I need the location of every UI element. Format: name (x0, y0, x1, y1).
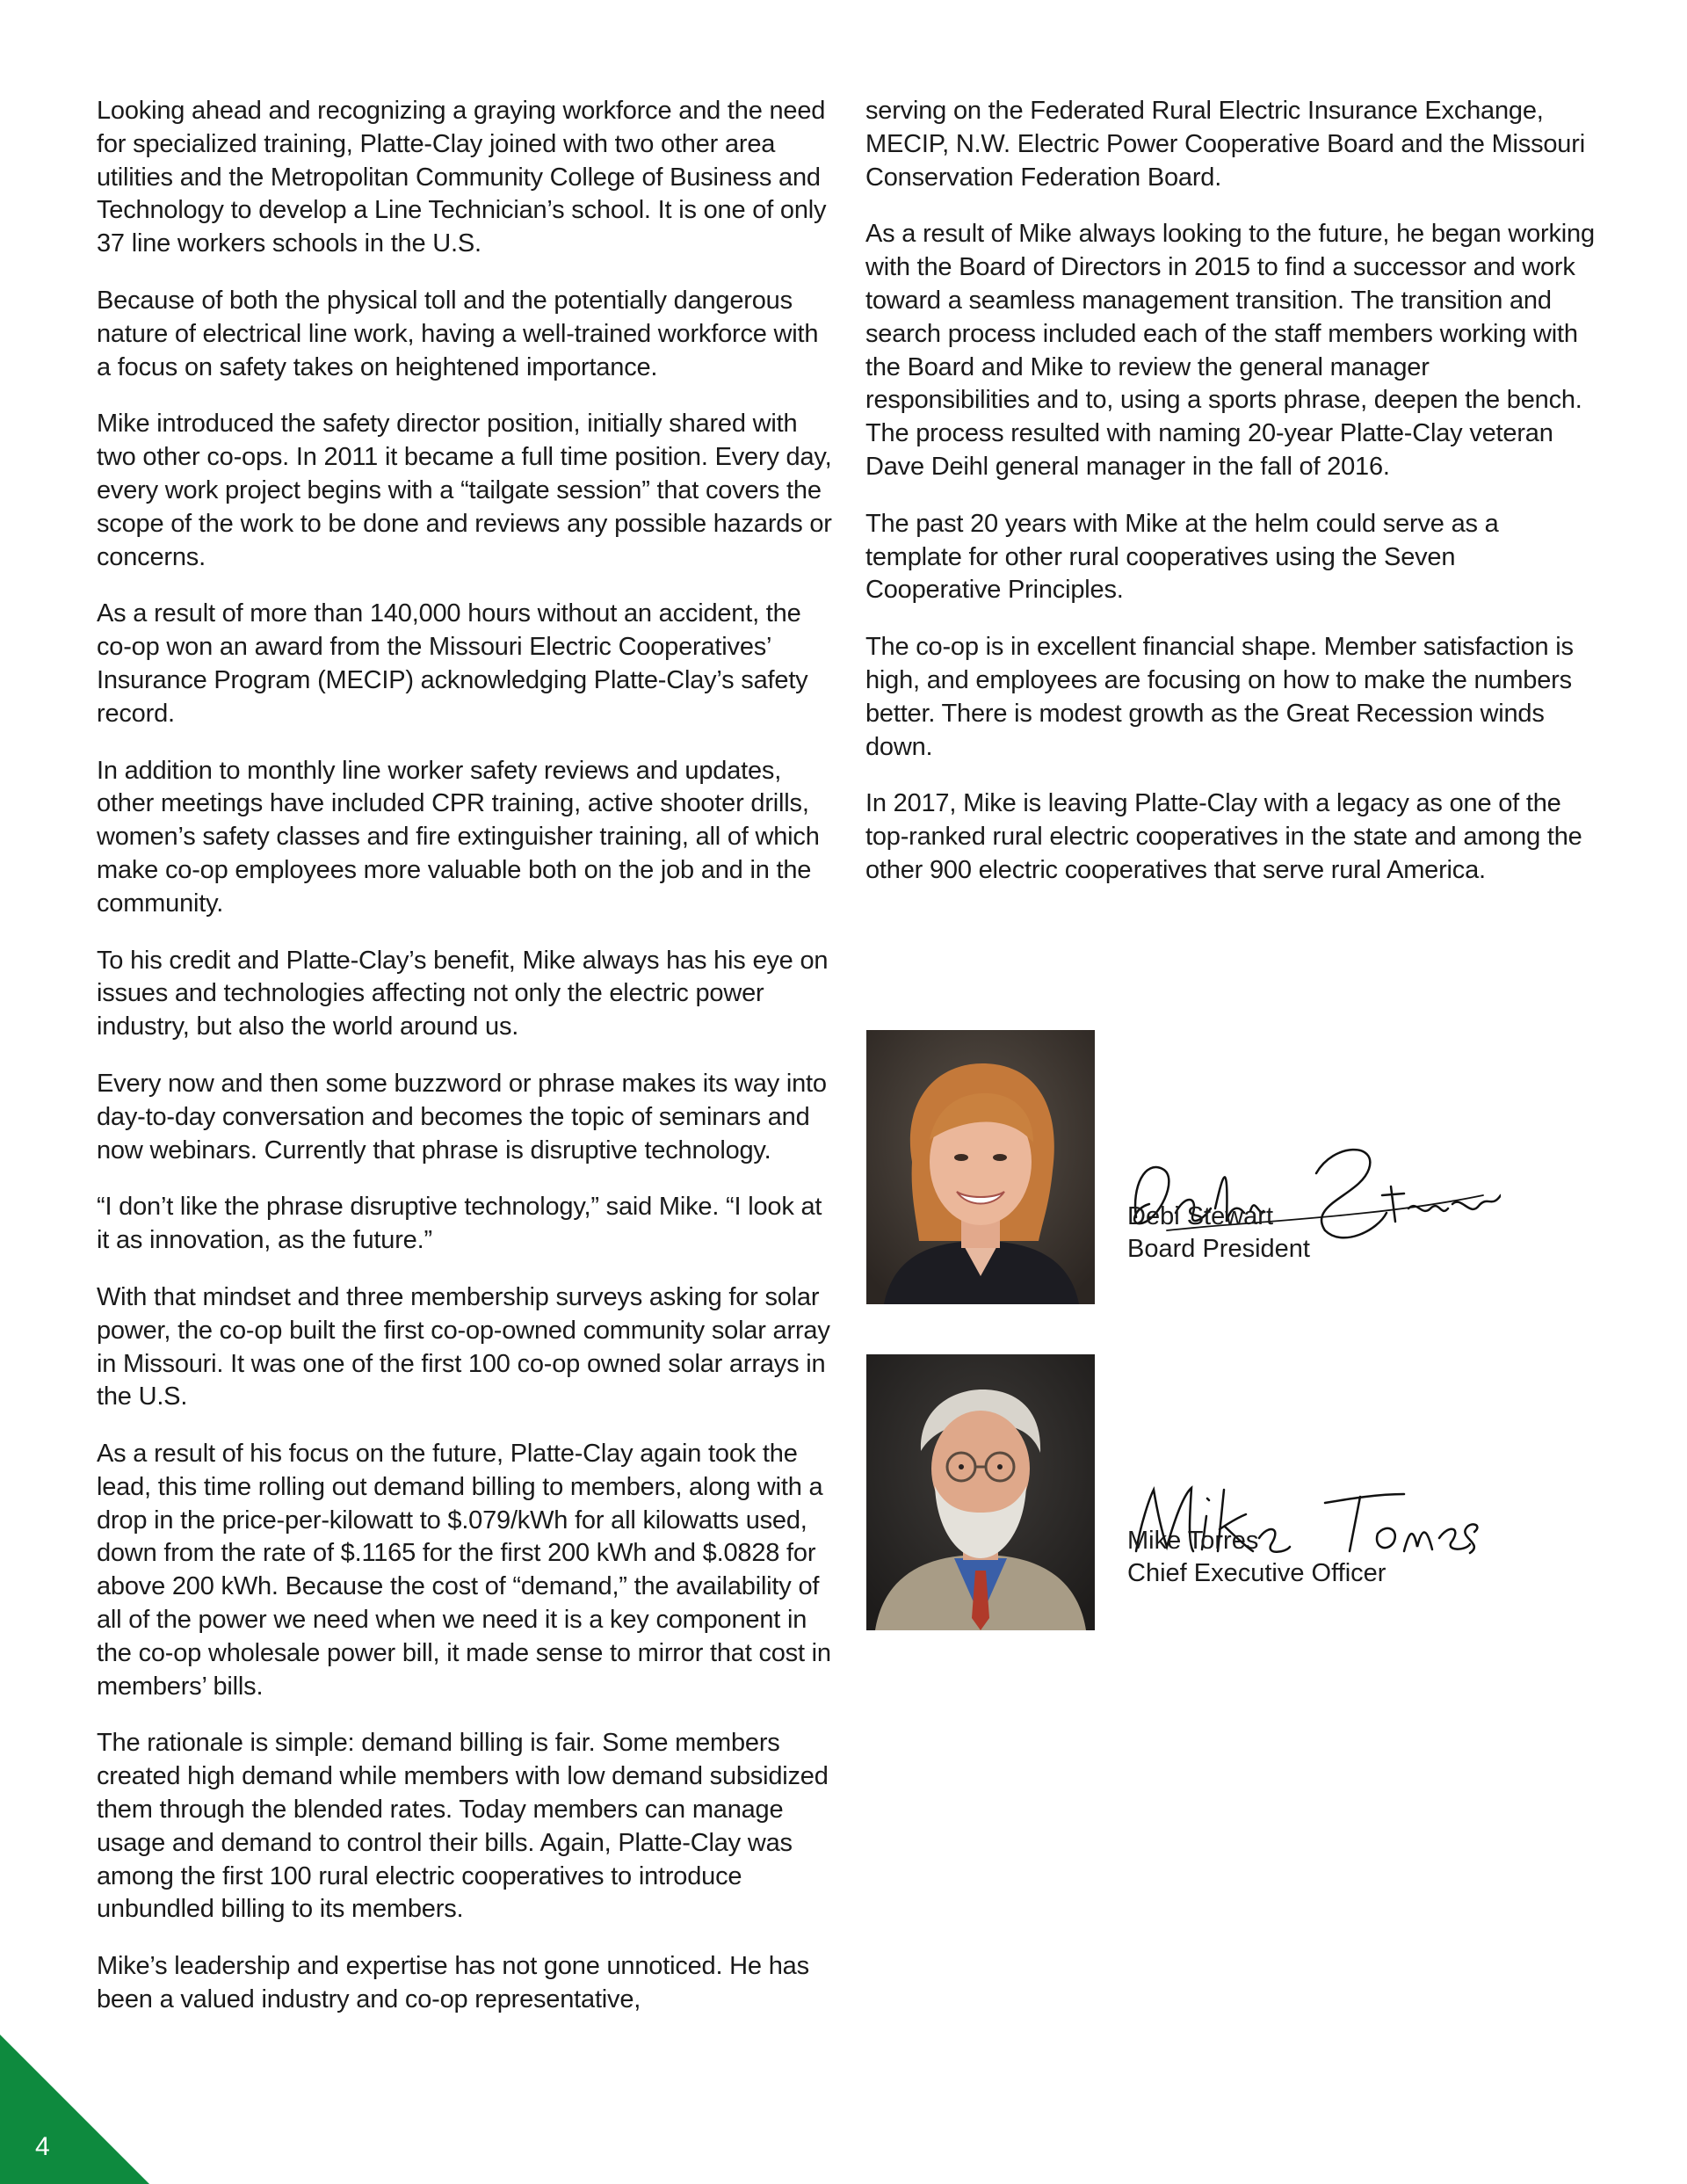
portrait-debi-stewart (866, 1030, 1095, 1304)
page-corner-accent (0, 2035, 149, 2184)
right-column (865, 95, 1595, 911)
paragraph: Mike’s leadership and expertise has not gone unnoticed. He has been a valued industry and co-op representative, (97, 1952, 809, 2014)
paragraph: The past 20 years with Mike at the helm could serve as a template for other rural cooperatives using the Seven Cooperative Principles. (865, 509, 1499, 605)
paragraph: Mike introduced the safety director position, initially shared with two other co-ops. In 2011 it became a full time position. Every day, every work project begins with a “tailgate session” that covers the scope of the work to be done and reviews any possible hazards or concerns. (97, 410, 832, 571)
paragraph: With that mindset and three membership surveys asking for solar power, the co-op built the first co-op-owned community solar array in Missouri. It was one of the first 100 co-op owned solar arrays in the U.S. (97, 1282, 830, 1411)
paragraph: To his credit and Platte-Clay’s benefit, Mike always has his eye on issues and technologies affecting not only the electric power industry, but also the world around us. (97, 946, 829, 1041)
paragraph: As a result of his focus on the future, Platte-Clay again took the lead, this time rolling out demand billing to members, along with a drop in the price-per-kilowatt to $.079/kWh for all kilowatts used, down from the rate of $.1165 for the first 200 kWh and $.0828 for above 200 kWh. Because the cost of “demand,” the availability of all of the power we need when we need it is a key component in the co-op wholesale power bill, it made sense to mirror that cost in members’ bills. (97, 1440, 831, 1701)
paragraph: As a result of more than 140,000 hours without an accident, the co-op won an award from the Missouri Electric Cooperatives’ Insurance Program (MECIP) acknowledging Platte-Clay’s safety record. (97, 599, 808, 728)
paragraph: As a result of Mike always looking to the future, he began working with the Board of Directors in 2015 to find a successor and work toward a seamless management transition. The transition and search process included each of the staff members working with the Board and Mike to review the general manager responsibilities and to, using a sports phrase, deepen the bench. The process resulted with naming 20-year Platte-Clay veteran Dave Deihl general manager in the fall of 2016. (865, 220, 1595, 481)
paragraph: “I don’t like the phrase disruptive technology,” said Mike. “I look at it as innovation, as the future.” (97, 1193, 822, 1255)
paragraph: Every now and then some buzzword or phrase makes its way into day-to-day conversation and becomes the topic of seminars and now webinars. Currently that phrase is disruptive technology. (97, 1069, 827, 1165)
signatory-debi (1127, 1201, 1310, 1266)
paragraph: serving on the Federated Rural Electric Insurance Exchange, MECIP, N.W. Electric Power Cooperative Board and the Missouri Conservation Federation Board. (865, 97, 1585, 192)
signatory-mike (1127, 1525, 1386, 1590)
paragraph: In addition to monthly line worker safety reviews and updates, other meetings have included CPR training, active shooter drills, women’s safety classes and fire extinguisher training, all of which make co-op employees more valuable both on the job and in the community. (97, 756, 820, 918)
paragraph: In 2017, Mike is leaving Platte-Clay with a legacy as one of the top-ranked rural electric cooperatives in the state and among the other 900 electric cooperatives that serve rural America. (865, 789, 1582, 884)
portrait-photo (866, 1354, 1095, 1630)
paragraph: The rationale is simple: demand billing is fair. Some members created high demand while members with low demand subsidized them through the blended rates. Today members can manage usage and demand to control their bills. Again, Platte-Clay was among the first 100 rural electric cooperatives to introduce unbundled billing to its members. (97, 1729, 829, 1924)
signatory-name: Debi Stewart (1127, 1202, 1274, 1230)
signatory-title: Chief Executive Officer (1127, 1559, 1387, 1587)
left-column (97, 95, 836, 2041)
portrait-photo (866, 1030, 1095, 1304)
paragraph: Because of both the physical toll and the potentially dangerous nature of electrical line work, having a well-trained workforce with a focus on safety takes on heightened importance. (97, 286, 819, 381)
paragraph: The co-op is in excellent financial shape. Member satisfaction is high, and employees are focusing on how to make the numbers better. There is modest growth as the Great Recession winds down. (865, 633, 1574, 761)
paragraph: Looking ahead and recognizing a graying workforce and the need for specialized training, Platte-Clay joined with two other area utilities and the Metropolitan Community College of Business and Technology to develop a Line Technician’s school. It is one of only 37 line workers schools in the U.S. (97, 97, 827, 258)
portrait-mike-torres (866, 1354, 1095, 1630)
page-number: 4 (35, 2132, 50, 2161)
signatory-name: Mike Torres (1127, 1527, 1259, 1555)
signatory-title: Board President (1127, 1235, 1310, 1263)
